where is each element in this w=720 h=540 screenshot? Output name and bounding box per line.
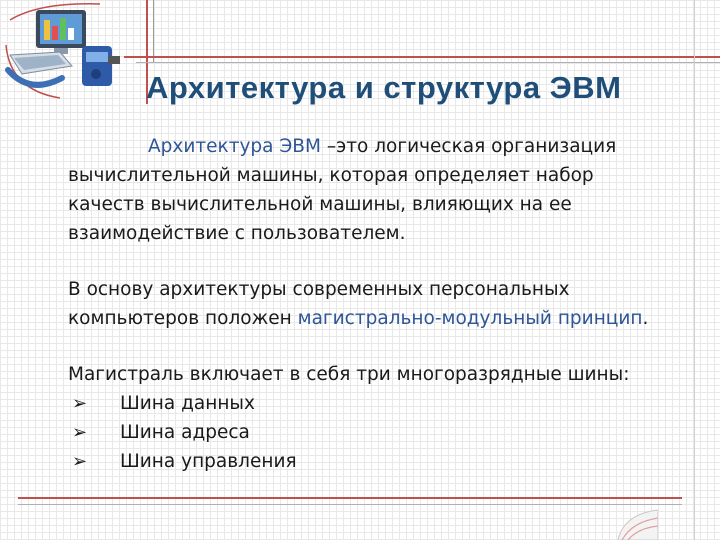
- arrow-bullet-icon: ➢: [72, 393, 88, 414]
- decor-bottom-line-thin: [18, 504, 682, 505]
- decor-bottom-line: [18, 497, 682, 499]
- basis-line1: В основу архитектуры современных персональных: [68, 279, 570, 300]
- basis-paragraph: [68, 275, 688, 333]
- basis-line2-suffix: .: [642, 308, 649, 329]
- bus-section: [68, 360, 688, 476]
- computer-devices-icon: [0, 0, 150, 102]
- page-curl-icon: [614, 508, 658, 540]
- slide-body: [68, 132, 688, 476]
- list-item: [68, 418, 688, 447]
- basis-line2-prefix: компьютеров положен: [68, 308, 298, 329]
- decor-vertical-line-thin: [153, 0, 154, 62]
- definition-line1: –это логическая организация: [320, 136, 617, 157]
- list-item: [68, 447, 688, 476]
- arrow-bullet-icon: ➢: [72, 451, 88, 472]
- slide-title: Архитектура и структура ЭВМ: [146, 70, 622, 105]
- bus-item-control: Шина управления: [120, 451, 297, 472]
- bus-intro: Магистраль включает в себя три многоразрядные шины:: [68, 364, 630, 385]
- decor-top-line-thin: [136, 62, 720, 63]
- bus-item-data: Шина данных: [120, 393, 255, 414]
- arrow-bullet-icon: ➢: [72, 422, 88, 443]
- definition-line3: качеств вычислительной машины, влияющих на ее: [68, 194, 572, 215]
- decor-top-line: [124, 56, 720, 58]
- definition-line2: вычислительной машины, которая определяет набор: [68, 165, 594, 186]
- bus-list: [68, 389, 688, 476]
- bus-item-address: Шина адреса: [120, 422, 250, 443]
- list-item: [68, 389, 688, 418]
- definition-line4: взаимодействие с пользователем.: [68, 223, 406, 244]
- definition-paragraph: [68, 132, 688, 248]
- principle-text: магистрально-модульный принцип: [297, 308, 643, 329]
- definition-term: Архитектура ЭВМ: [148, 136, 321, 157]
